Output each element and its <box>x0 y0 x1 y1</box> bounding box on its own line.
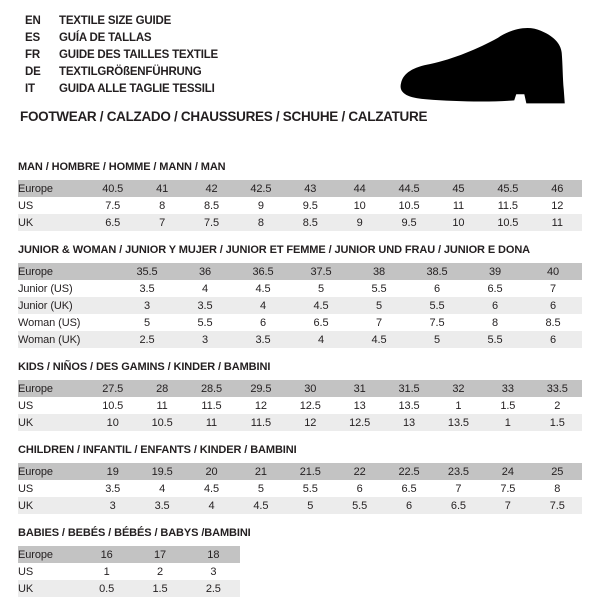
size-value: 1.5 <box>500 399 516 412</box>
size-value: 38.5 <box>426 265 448 278</box>
size-value: 7.5 <box>549 499 565 512</box>
size-value: 10.5 <box>102 399 124 412</box>
size-value: 11.5 <box>497 199 518 212</box>
row-label: Europe <box>18 548 53 561</box>
section-title: CHILDREN / INFANTIL / ENFANTS / KINDER / BAMBINI <box>18 444 297 456</box>
size-value: 7 <box>549 282 557 295</box>
size-value: 1 <box>455 399 462 412</box>
size-value: 42.5 <box>250 182 272 195</box>
size-value: 3 <box>201 333 209 346</box>
size-value: 39 <box>488 265 502 278</box>
size-value: 32 <box>452 382 465 395</box>
size-value: 1.5 <box>152 582 168 595</box>
row-label: Europe <box>18 465 53 478</box>
language-row <box>25 30 218 47</box>
row-label: UK <box>18 582 34 595</box>
size-value: 31 <box>353 382 366 395</box>
table-row <box>18 580 240 597</box>
size-value: 40 <box>546 265 560 278</box>
size-value: 10.5 <box>151 416 173 429</box>
size-value: 11.5 <box>250 416 271 429</box>
size-value: 20 <box>205 465 218 478</box>
size-value: 4 <box>208 499 215 512</box>
category-line: FOOTWEAR / CALZADO / CHAUSSURES / SCHUHE / CALZATURE <box>20 109 428 124</box>
size-value: 5 <box>317 282 325 295</box>
size-value: 4 <box>201 282 209 295</box>
row-label: Europe <box>18 182 53 195</box>
language-row <box>25 13 218 30</box>
size-table <box>18 180 582 231</box>
size-value: 24 <box>501 465 514 478</box>
language-list <box>25 13 218 98</box>
section-title: MAN / HOMBRE / HOMME / MANN / MAN <box>18 161 226 173</box>
size-value: 4.5 <box>255 282 271 295</box>
size-value: 4.5 <box>203 482 219 495</box>
language-code: FR <box>25 49 40 61</box>
size-table <box>18 463 582 514</box>
size-value: 6.5 <box>105 216 121 229</box>
size-value: 44 <box>353 182 366 195</box>
size-value: 11 <box>551 216 563 229</box>
size-value: 29.5 <box>250 382 272 395</box>
language-code: IT <box>25 83 35 95</box>
size-section <box>18 244 582 348</box>
size-value: 7.5 <box>203 216 219 229</box>
size-value: 22.5 <box>398 465 420 478</box>
size-value: 7.5 <box>500 482 516 495</box>
table-row <box>18 497 582 514</box>
size-value: 33 <box>501 382 514 395</box>
row-label: US <box>18 399 34 412</box>
size-value: 6 <box>491 299 499 312</box>
row-label: UK <box>18 216 34 229</box>
size-value: 36 <box>198 265 212 278</box>
size-value: 5.5 <box>352 499 368 512</box>
size-value: 27.5 <box>102 382 124 395</box>
row-label: Woman (UK) <box>18 333 81 346</box>
size-table <box>18 263 582 348</box>
size-value: 6.5 <box>401 482 417 495</box>
dress-shoe-icon <box>397 26 589 108</box>
row-label: Woman (US) <box>18 316 81 329</box>
language-label: GUÍA DE TALLAS <box>59 32 152 44</box>
section-title: KIDS / NIÑOS / DES GAMINS / KINDER / BAMBINI <box>18 361 271 373</box>
size-value: 1.5 <box>549 416 565 429</box>
size-value: 12 <box>551 199 564 212</box>
size-value: 8 <box>554 482 561 495</box>
language-code: ES <box>25 32 40 44</box>
size-table <box>18 380 582 431</box>
size-value: 5.5 <box>429 299 445 312</box>
size-section <box>18 444 582 514</box>
size-value: 4 <box>259 299 267 312</box>
size-value: 8 <box>491 316 499 329</box>
size-value: 13 <box>353 399 366 412</box>
size-value: 7 <box>159 216 166 229</box>
size-value: 12.5 <box>299 399 321 412</box>
size-value: 1 <box>103 565 110 578</box>
language-code: EN <box>25 15 41 27</box>
table-row <box>18 214 582 231</box>
size-value: 5.5 <box>197 316 213 329</box>
size-value: 37.5 <box>310 265 332 278</box>
size-value: 40.5 <box>102 182 124 195</box>
size-value: 4.5 <box>371 333 387 346</box>
size-value: 5 <box>433 333 441 346</box>
size-value: 8.5 <box>545 316 561 329</box>
size-value: 10 <box>353 199 366 212</box>
size-value: 9.5 <box>302 199 318 212</box>
size-value: 43 <box>304 182 317 195</box>
size-value: 33.5 <box>546 382 568 395</box>
size-value: 10 <box>452 216 465 229</box>
size-value: 45 <box>452 182 465 195</box>
row-label: Europe <box>18 382 53 395</box>
size-value: 22 <box>353 465 366 478</box>
size-value: 5 <box>375 299 383 312</box>
table-row <box>18 180 582 197</box>
size-value: 6.5 <box>313 316 329 329</box>
size-value: 11.5 <box>201 399 222 412</box>
table-row <box>18 331 582 348</box>
size-value: 5 <box>257 482 264 495</box>
size-value: 8 <box>159 199 166 212</box>
size-value: 9 <box>257 199 264 212</box>
size-value: 4.5 <box>253 499 269 512</box>
size-value: 42 <box>205 182 218 195</box>
size-value: 41 <box>156 182 169 195</box>
size-section <box>18 161 582 231</box>
size-value: 2 <box>156 565 163 578</box>
row-label: US <box>18 199 34 212</box>
size-value: 2.5 <box>139 333 155 346</box>
size-value: 12.5 <box>349 416 371 429</box>
row-label: Junior (UK) <box>18 299 73 312</box>
size-table <box>18 546 240 597</box>
table-row <box>18 397 582 414</box>
table-row <box>18 480 582 497</box>
size-value: 8.5 <box>302 216 318 229</box>
size-section <box>18 361 582 431</box>
table-row <box>18 263 582 280</box>
size-value: 10.5 <box>398 199 420 212</box>
size-value: 7.5 <box>105 199 121 212</box>
size-value: 6 <box>356 482 363 495</box>
size-value: 28.5 <box>200 382 222 395</box>
size-value: 9 <box>356 216 363 229</box>
size-value: 3.5 <box>197 299 213 312</box>
size-value: 6 <box>549 333 557 346</box>
size-value: 23.5 <box>447 465 469 478</box>
row-label: UK <box>18 416 34 429</box>
size-value: 0.5 <box>99 582 115 595</box>
size-value: 1 <box>504 416 511 429</box>
size-value: 19 <box>106 465 119 478</box>
size-value: 7.5 <box>429 316 445 329</box>
size-value: 12 <box>304 416 317 429</box>
size-value: 36.5 <box>252 265 274 278</box>
size-value: 11 <box>452 199 465 212</box>
section-title: JUNIOR & WOMAN / JUNIOR Y MUJER / JUNIOR ET FEMME / JUNIOR UND FRAU / JUNIOR E DONA <box>18 244 531 256</box>
size-value: 7 <box>455 482 462 495</box>
size-value: 4 <box>317 333 325 346</box>
size-value: 6 <box>406 499 413 512</box>
size-value: 31.5 <box>398 382 420 395</box>
table-row <box>18 297 582 314</box>
size-value: 5 <box>307 499 314 512</box>
size-value: 3.5 <box>154 499 170 512</box>
size-value: 10.5 <box>497 216 519 229</box>
size-value: 21 <box>254 465 267 478</box>
language-label: GUIDA ALLE TAGLIE TESSILI <box>59 83 215 95</box>
size-value: 10 <box>106 416 119 429</box>
size-value: 30 <box>304 382 317 395</box>
size-value: 7 <box>504 499 511 512</box>
size-value: 25 <box>551 465 564 478</box>
size-value: 2 <box>554 399 561 412</box>
language-label: GUIDE DES TAILLES TEXTILE <box>59 49 218 61</box>
size-value: 13 <box>403 416 416 429</box>
size-value: 8 <box>257 216 264 229</box>
size-value: 16 <box>100 548 113 561</box>
size-value: 5.5 <box>487 333 503 346</box>
size-value: 35.5 <box>136 265 158 278</box>
size-value: 3.5 <box>105 482 121 495</box>
size-value: 4.5 <box>313 299 329 312</box>
language-row <box>25 64 218 81</box>
size-value: 3.5 <box>139 282 155 295</box>
size-section <box>18 527 582 597</box>
size-value: 45.5 <box>497 182 519 195</box>
size-value: 17 <box>153 548 167 561</box>
size-value: 6 <box>259 316 267 329</box>
size-value: 6.5 <box>487 282 503 295</box>
size-value: 18 <box>207 548 220 561</box>
size-value: 6.5 <box>450 499 466 512</box>
size-value: 5.5 <box>371 282 387 295</box>
size-value: 13.5 <box>447 416 469 429</box>
size-value: 44.5 <box>398 182 420 195</box>
size-value: 3 <box>143 299 151 312</box>
size-value: 13.5 <box>398 399 420 412</box>
size-value: 11 <box>156 399 168 412</box>
table-row <box>18 414 582 431</box>
size-value: 11 <box>205 416 218 429</box>
row-label: Junior (US) <box>18 282 73 295</box>
table-row <box>18 463 582 480</box>
table-row <box>18 563 240 580</box>
size-value: 4 <box>159 482 166 495</box>
size-value: 9.5 <box>401 216 417 229</box>
size-tables <box>18 161 582 610</box>
size-value: 19.5 <box>151 465 173 478</box>
size-value: 12 <box>254 399 267 412</box>
size-value: 3 <box>210 565 217 578</box>
language-row <box>25 47 218 64</box>
size-value: 5 <box>143 316 151 329</box>
size-value: 3.5 <box>255 333 271 346</box>
row-label: Europe <box>18 265 53 278</box>
size-value: 6 <box>549 299 557 312</box>
size-value: 8.5 <box>203 199 219 212</box>
language-row <box>25 81 218 98</box>
size-value: 3 <box>109 499 116 512</box>
size-value: 6 <box>433 282 441 295</box>
table-row <box>18 546 240 563</box>
row-label: US <box>18 565 34 578</box>
size-value: 7 <box>375 316 383 329</box>
size-value: 28 <box>156 382 169 395</box>
language-code: DE <box>25 66 41 78</box>
section-title: BABIES / BEBÉS / BÉBÉS / BABYS /BAMBINI <box>18 527 251 539</box>
table-row <box>18 197 582 214</box>
size-value: 38 <box>372 265 386 278</box>
table-row <box>18 380 582 397</box>
row-label: UK <box>18 499 34 512</box>
row-label: US <box>18 482 34 495</box>
table-row <box>18 314 582 331</box>
size-value: 46 <box>551 182 564 195</box>
table-row <box>18 280 582 297</box>
size-value: 21.5 <box>299 465 321 478</box>
language-label: TEXTILE SIZE GUIDE <box>59 15 172 27</box>
size-value: 2.5 <box>205 582 221 595</box>
size-value: 5.5 <box>302 482 318 495</box>
language-label: TEXTILGRÖßENFÜHRUNG <box>59 66 202 78</box>
